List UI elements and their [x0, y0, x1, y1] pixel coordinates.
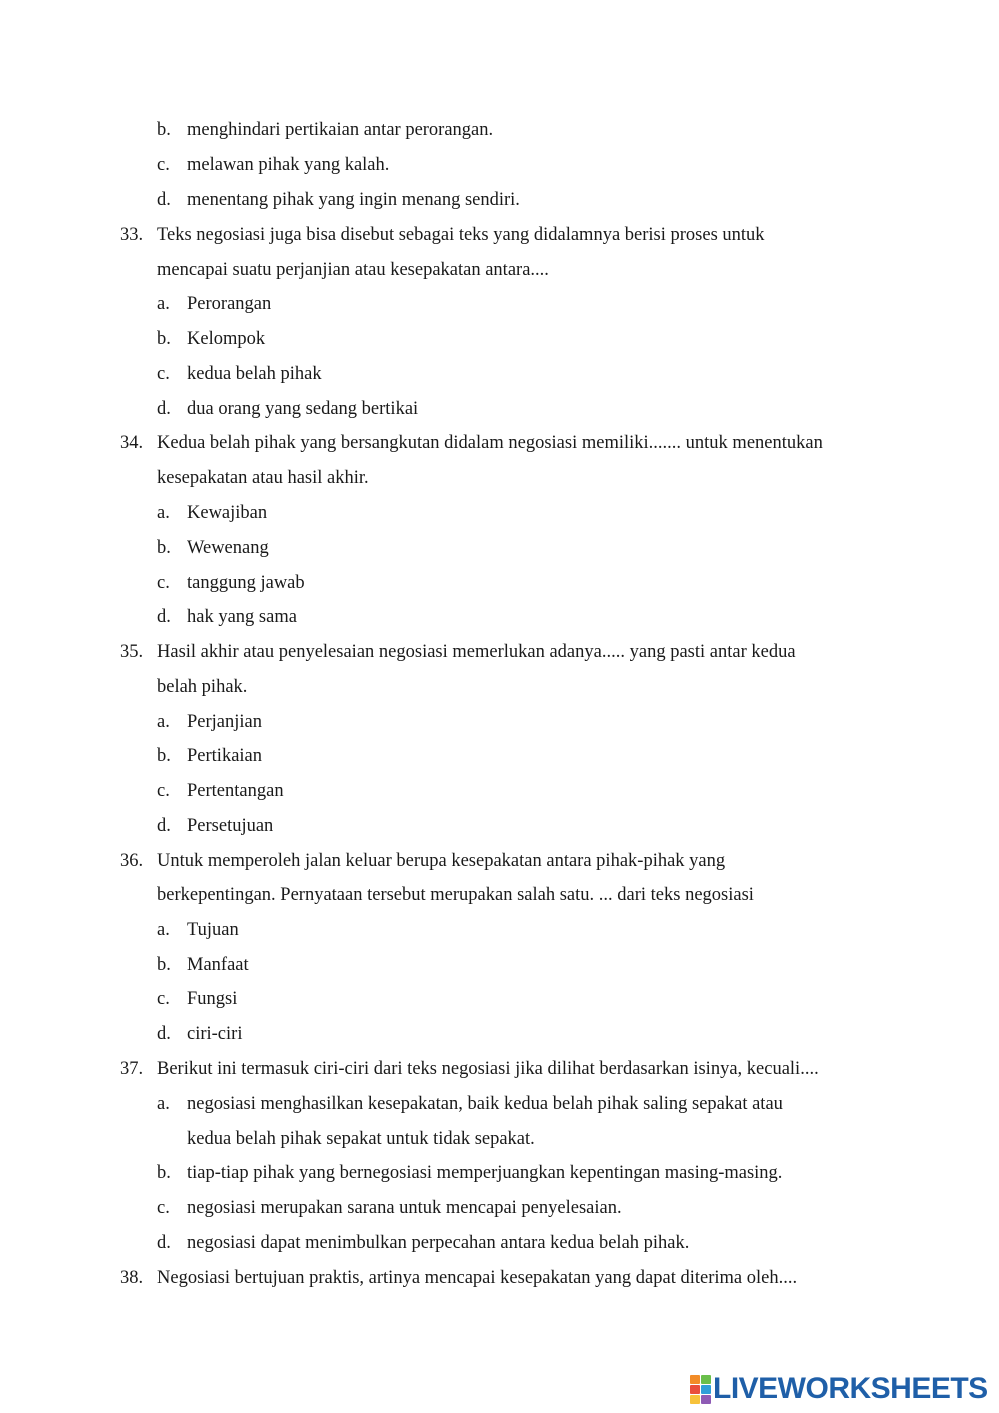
- option-text: Kewajiban: [187, 503, 268, 523]
- logo-square: [701, 1385, 711, 1394]
- question-number: 35.: [120, 642, 144, 662]
- question-text: berkepentingan. Pernyataan tersebut merupakan salah satu. ... dari teks negosiasi: [157, 885, 754, 905]
- option-letter: d.: [157, 399, 171, 419]
- question-text: Teks negosiasi juga bisa disebut sebagai teks yang didalamnya berisi proses untuk: [157, 225, 765, 245]
- option-text: Kelompok: [187, 329, 266, 349]
- option-text: dua orang yang sedang bertikai: [187, 399, 419, 419]
- option-text: melawan pihak yang kalah.: [187, 155, 390, 175]
- option-letter: a.: [157, 1094, 170, 1114]
- option-text: kedua belah pihak sepakat untuk tidak sepakat.: [187, 1129, 535, 1149]
- question-text: kesepakatan atau hasil akhir.: [157, 468, 369, 488]
- logo-text: LIVEWORKSHEETS: [713, 1372, 988, 1405]
- logo-square: [690, 1375, 700, 1384]
- question-text: Kedua belah pihak yang bersangkutan didalam negosiasi memiliki....... untuk menentukan: [157, 433, 823, 453]
- option-letter: c.: [157, 155, 170, 175]
- liveworksheets-logo-icon: [690, 1375, 710, 1403]
- option-text: menentang pihak yang ingin menang sendiri.: [187, 190, 520, 210]
- option-letter: b.: [157, 538, 171, 558]
- option-letter: a.: [157, 503, 170, 523]
- option-text: Perorangan: [187, 294, 272, 314]
- option-letter: a.: [157, 920, 170, 940]
- option-text: Pertentangan: [187, 781, 284, 801]
- question-text: Negosiasi bertujuan praktis, artinya mencapai kesepakatan yang dapat diterima oleh....: [157, 1268, 798, 1288]
- question-number: 37.: [120, 1059, 144, 1079]
- option-letter: c.: [157, 364, 170, 384]
- question-number: 33.: [120, 225, 144, 245]
- option-text: hak yang sama: [187, 607, 297, 627]
- option-text: Wewenang: [187, 538, 269, 558]
- option-letter: d.: [157, 190, 171, 210]
- option-text: Persetujuan: [187, 816, 274, 836]
- option-letter: c.: [157, 573, 170, 593]
- option-letter: b.: [157, 120, 171, 140]
- option-text: Tujuan: [187, 920, 239, 940]
- option-text: kedua belah pihak: [187, 364, 322, 384]
- option-letter: d.: [157, 1024, 171, 1044]
- option-letter: d.: [157, 1233, 171, 1253]
- option-letter: a.: [157, 294, 170, 314]
- question-number: 38.: [120, 1268, 144, 1288]
- option-letter: b.: [157, 1163, 171, 1183]
- option-text: Fungsi: [187, 989, 238, 1009]
- option-letter: c.: [157, 989, 170, 1009]
- option-letter: c.: [157, 781, 170, 801]
- question-text: belah pihak.: [157, 677, 248, 697]
- option-text: ciri-ciri: [187, 1024, 243, 1044]
- option-letter: b.: [157, 746, 171, 766]
- option-text: menghindari pertikaian antar perorangan.: [187, 120, 494, 140]
- question-text: Berikut ini termasuk ciri-ciri dari teks negosiasi jika dilihat berdasarkan isinya, kecuali....: [157, 1059, 819, 1079]
- question-text: Hasil akhir atau penyelesaian negosiasi memerlukan adanya..... yang pasti antar kedua: [157, 642, 796, 662]
- option-letter: d.: [157, 816, 171, 836]
- option-text: Manfaat: [187, 955, 249, 975]
- option-text: Perjanjian: [187, 712, 263, 732]
- logo-square: [701, 1375, 711, 1384]
- option-text: negosiasi merupakan sarana untuk mencapai penyelesaian.: [187, 1198, 622, 1218]
- question-text: Untuk memperoleh jalan keluar berupa kesepakatan antara pihak-pihak yang: [157, 851, 726, 871]
- question-text: mencapai suatu perjanjian atau kesepakatan antara....: [157, 260, 549, 280]
- logo-square: [690, 1395, 700, 1404]
- option-text: tanggung jawab: [187, 573, 305, 593]
- option-letter: d.: [157, 607, 171, 627]
- logo-square: [690, 1385, 700, 1394]
- option-text: negosiasi dapat menimbulkan perpecahan antara kedua belah pihak.: [187, 1233, 690, 1253]
- option-text: tiap-tiap pihak yang bernegosiasi memperjuangkan kepentingan masing-masing.: [187, 1163, 783, 1183]
- option-text: Pertikaian: [187, 746, 263, 766]
- option-letter: a.: [157, 712, 170, 732]
- option-letter: b.: [157, 955, 171, 975]
- option-letter: b.: [157, 329, 171, 349]
- liveworksheets-logo: [690, 1372, 988, 1406]
- logo-square: [701, 1395, 711, 1404]
- option-letter: c.: [157, 1198, 170, 1218]
- question-number: 34.: [120, 433, 144, 453]
- question-number: 36.: [120, 851, 144, 871]
- option-text: negosiasi menghasilkan kesepakatan, baik kedua belah pihak saling sepakat atau: [187, 1094, 783, 1114]
